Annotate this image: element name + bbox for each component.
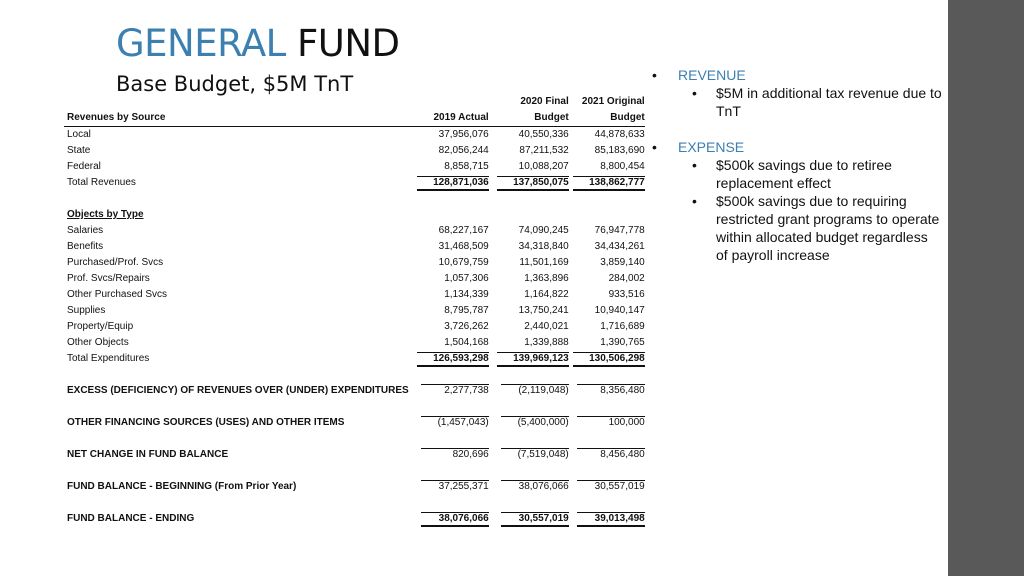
right-sidebar-bar (948, 0, 1024, 576)
revenues-by-source-header: Revenues by Source (64, 110, 409, 127)
bullet-revenue (652, 66, 942, 84)
excess-row: EXCESS (DEFICIENCY) OF REVENUES OVER (UNDER) EXPENDITURES 2,277,738 (2,119,048) 8,356,480 (67, 385, 645, 396)
col-header-2019: 2019 Actual (409, 110, 489, 127)
table-row: Salaries 68,227,167 74,090,245 76,947,778 (67, 225, 645, 236)
budget-table (64, 94, 645, 527)
col-header-2020: Budget (489, 110, 569, 127)
other-financing-row: OTHER FINANCING SOURCES (USES) AND OTHER ITEMS (1,457,043) (5,400,000) 100,000 (67, 417, 645, 428)
table-row: Property/Equip 3,726,262 2,440,021 1,716,689 (67, 321, 645, 332)
table-row: Local 37,956,076 40,550,336 44,878,633 (67, 129, 645, 140)
objects-by-type-header: Objects by Type (67, 209, 144, 220)
table-row: Other Objects 1,504,168 1,339,888 1,390,765 (67, 337, 645, 348)
bullet-expense (652, 138, 942, 156)
page-title (116, 22, 400, 66)
table-row: Supplies 8,795,787 13,750,241 10,940,147 (67, 305, 645, 316)
page-subtitle: Base Budget, $5M TnT (116, 72, 354, 96)
summary-bullets (652, 66, 942, 264)
title-part-fund: FUND (297, 22, 400, 65)
fund-balance-ending-row: FUND BALANCE - ENDING 38,076,066 30,557,019 39,013,498 (64, 511, 645, 527)
table-row: Purchased/Prof. Svcs 10,679,759 11,501,169 3,859,140 (67, 257, 645, 268)
bullet-expense-item: • $500k savings due to retiree replacement effect (652, 156, 942, 192)
total-expenditures-row: Total Expenditures 126,593,298 139,969,123 130,506,298 (64, 351, 645, 367)
bullet-expense-heading: EXPENSE (678, 139, 745, 155)
bullet-revenue-heading: REVENUE (678, 67, 746, 83)
table-header-row (64, 110, 645, 127)
table-row: Federal 8,858,715 10,088,207 8,800,454 (67, 161, 645, 172)
table-row: Prof. Svcs/Repairs 1,057,306 1,363,896 284,002 (67, 273, 645, 284)
table-row: Other Purchased Svcs 1,134,339 1,164,822 933,516 (67, 289, 645, 300)
title-part-general: GENERAL (116, 22, 286, 65)
bullet-revenue-item: • $5M in additional tax revenue due to TnT (652, 84, 942, 120)
total-revenues-row: Total Revenues 128,871,036 137,850,075 138,862,777 (64, 175, 645, 191)
table-row: Benefits 31,468,509 34,318,840 34,434,261 (67, 241, 645, 252)
objects-by-type-header-row (64, 207, 645, 223)
table-header-top-row (64, 94, 645, 110)
col-header-2021: Budget (569, 110, 645, 127)
table-row: State 82,056,244 87,211,532 85,183,690 (67, 145, 645, 156)
col-header-2021-top: 2021 Original (581, 96, 645, 107)
net-change-row: NET CHANGE IN FUND BALANCE 820,696 (7,519,048) 8,456,480 (67, 449, 645, 460)
fund-balance-beginning-row: FUND BALANCE - BEGINNING (From Prior Year) 37,255,371 38,076,066 30,557,019 (67, 481, 645, 492)
bullet-expense-item: • $500k savings due to requiring restricted grant programs to operate within allocated budget regardless of payroll increase (652, 192, 942, 264)
col-header-2020-top: 2020 Final (520, 96, 569, 107)
